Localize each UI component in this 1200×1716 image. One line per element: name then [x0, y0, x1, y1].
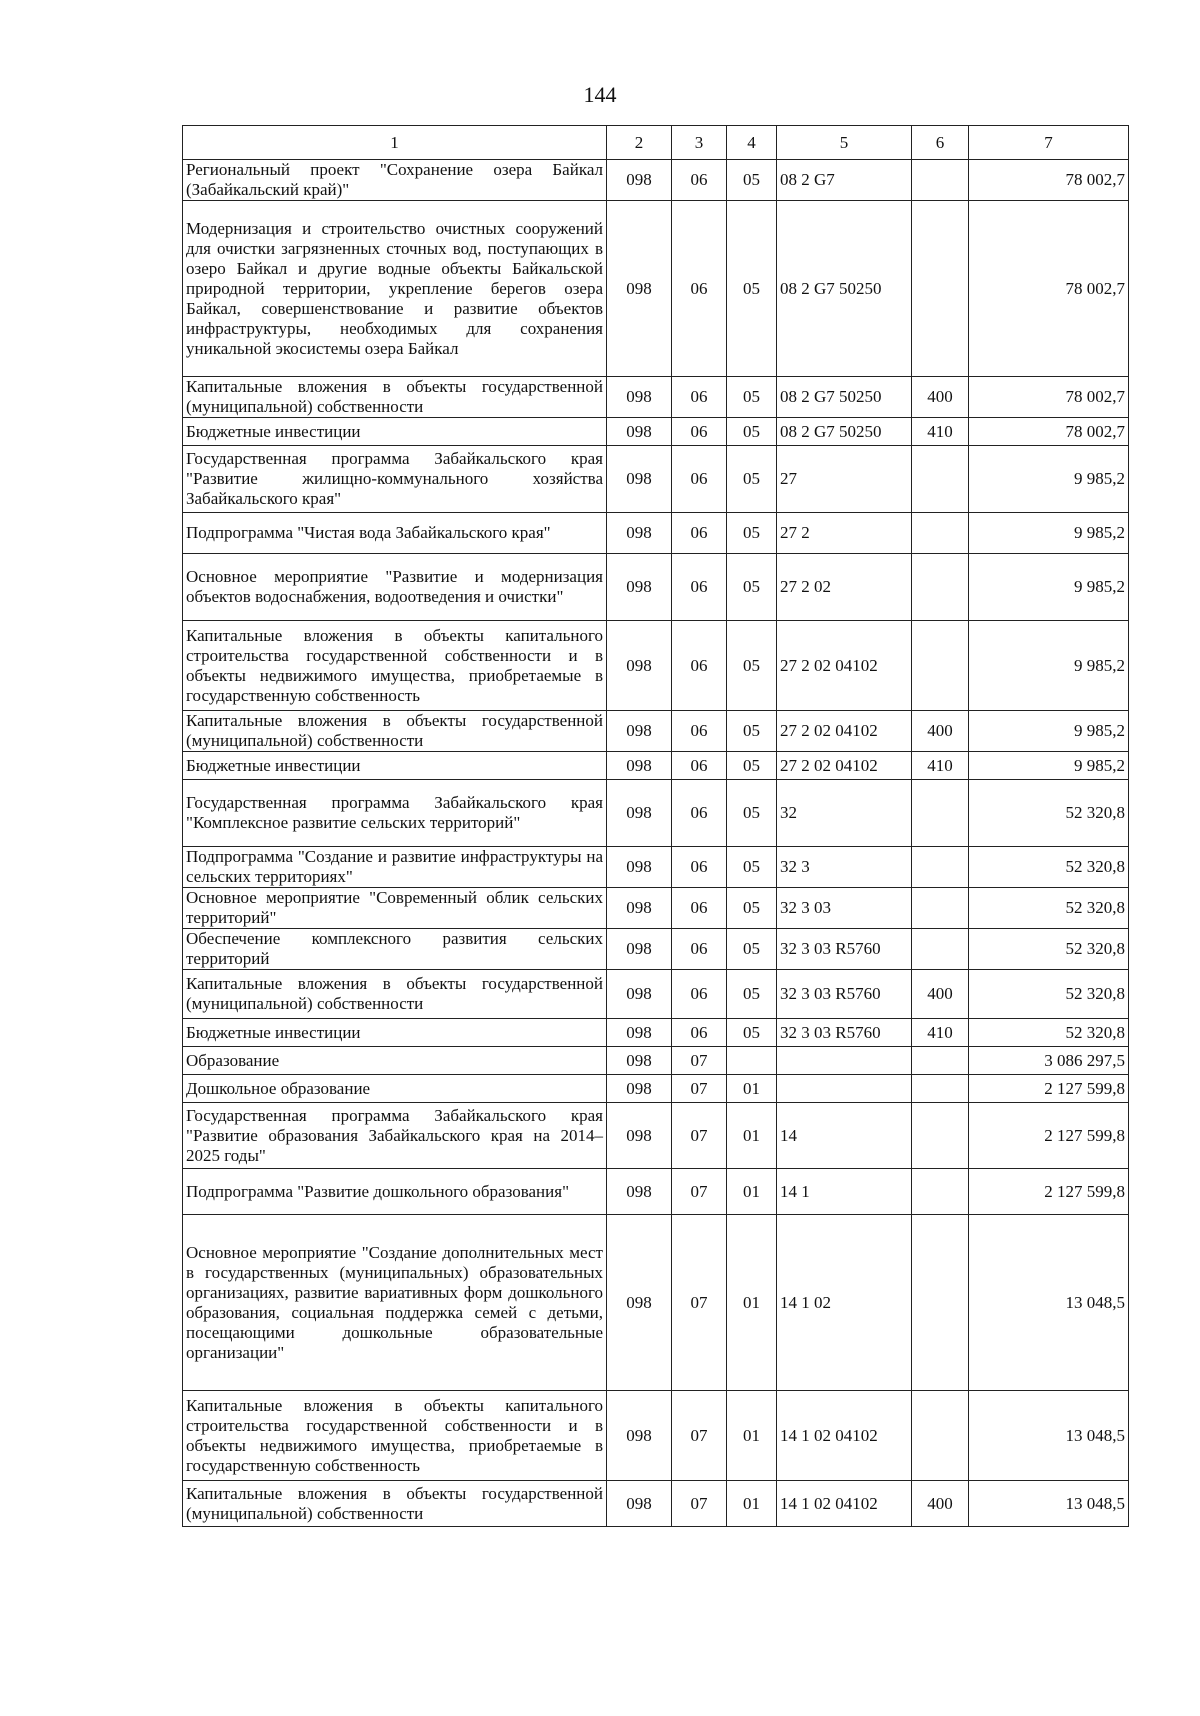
row-target-article: 14 1 02	[777, 1215, 912, 1391]
row-section-code: 06	[672, 970, 727, 1019]
table-row	[183, 446, 1129, 513]
row-subsection-code: 05	[727, 201, 777, 377]
row-name: Дошкольное образование	[183, 1075, 607, 1103]
row-amount: 78 002,7	[969, 201, 1129, 377]
row-expense-type: 410	[912, 752, 969, 780]
row-amount: 9 985,2	[969, 446, 1129, 513]
table-body	[183, 160, 1129, 1527]
row-subsection-code: 05	[727, 554, 777, 621]
row-name: Бюджетные инвестиции	[183, 418, 607, 446]
header-row	[183, 126, 1129, 160]
row-section-code: 06	[672, 780, 727, 847]
row-grbs-code: 098	[607, 780, 672, 847]
row-expense-type	[912, 780, 969, 847]
row-expense-type: 400	[912, 377, 969, 418]
table-row	[183, 847, 1129, 888]
table-row	[183, 970, 1129, 1019]
row-expense-type: 410	[912, 418, 969, 446]
row-expense-type: 400	[912, 1481, 969, 1527]
row-name: Образование	[183, 1047, 607, 1075]
table-row	[183, 752, 1129, 780]
table-row	[183, 780, 1129, 847]
table-row	[183, 929, 1129, 970]
row-amount: 52 320,8	[969, 847, 1129, 888]
row-grbs-code: 098	[607, 1075, 672, 1103]
row-subsection-code: 01	[727, 1103, 777, 1169]
row-subsection-code: 05	[727, 929, 777, 970]
row-subsection-code: 05	[727, 513, 777, 554]
row-section-code: 07	[672, 1391, 727, 1481]
row-amount: 9 985,2	[969, 554, 1129, 621]
row-section-code: 06	[672, 418, 727, 446]
row-subsection-code: 05	[727, 780, 777, 847]
table-row	[183, 888, 1129, 929]
row-section-code: 07	[672, 1215, 727, 1391]
row-subsection-code: 01	[727, 1075, 777, 1103]
row-grbs-code: 098	[607, 377, 672, 418]
row-grbs-code: 098	[607, 554, 672, 621]
row-name: Основное мероприятие "Создание дополнительных мест в государственных (муниципальных) образовательных организациях, развитие вариативных форм дошкольного образования, социальная поддержка семей с детьми, посещающими дошкольные образовательные организации"	[183, 1215, 607, 1391]
row-expense-type	[912, 1075, 969, 1103]
row-grbs-code: 098	[607, 1391, 672, 1481]
row-expense-type	[912, 929, 969, 970]
table-row	[183, 418, 1129, 446]
row-expense-type	[912, 621, 969, 711]
row-name: Капитальные вложения в объекты государственной (муниципальной) собственности	[183, 377, 607, 418]
row-subsection-code: 05	[727, 446, 777, 513]
row-section-code: 06	[672, 513, 727, 554]
header-col-5: 5	[777, 126, 912, 160]
row-expense-type	[912, 1047, 969, 1075]
row-expense-type	[912, 888, 969, 929]
budget-table	[182, 125, 1129, 1527]
row-section-code: 06	[672, 201, 727, 377]
row-subsection-code	[727, 1047, 777, 1075]
row-target-article: 27 2 02	[777, 554, 912, 621]
row-amount: 2 127 599,8	[969, 1169, 1129, 1215]
row-grbs-code: 098	[607, 888, 672, 929]
row-amount: 13 048,5	[969, 1391, 1129, 1481]
row-amount: 9 985,2	[969, 513, 1129, 554]
row-grbs-code: 098	[607, 621, 672, 711]
row-name: Модернизация и строительство очистных сооружений для очистки загрязненных сточных вод, поступающих в озеро Байкал и другие водные объекты Байкальской природной территории, укрепление берегов озера Байкал, совершенствование и развитие объектов инфраструктуры, необходимых для сохранения уникальной экосистемы озера Байкал	[183, 201, 607, 377]
row-amount: 9 985,2	[969, 621, 1129, 711]
row-target-article	[777, 1075, 912, 1103]
table-row	[183, 1481, 1129, 1527]
row-expense-type	[912, 446, 969, 513]
row-target-article: 32 3 03 R5760	[777, 1019, 912, 1047]
row-amount: 2 127 599,8	[969, 1103, 1129, 1169]
row-grbs-code: 098	[607, 752, 672, 780]
header-col-7: 7	[969, 126, 1129, 160]
row-section-code: 07	[672, 1481, 727, 1527]
row-amount: 52 320,8	[969, 970, 1129, 1019]
row-section-code: 06	[672, 711, 727, 752]
header-col-2: 2	[607, 126, 672, 160]
row-subsection-code: 05	[727, 752, 777, 780]
row-target-article: 08 2 G7 50250	[777, 418, 912, 446]
row-amount: 9 985,2	[969, 752, 1129, 780]
row-expense-type	[912, 513, 969, 554]
row-expense-type	[912, 847, 969, 888]
row-target-article: 32 3 03 R5760	[777, 970, 912, 1019]
row-subsection-code: 05	[727, 418, 777, 446]
header-col-1: 1	[183, 126, 607, 160]
row-section-code: 06	[672, 446, 727, 513]
row-amount: 9 985,2	[969, 711, 1129, 752]
row-amount: 78 002,7	[969, 160, 1129, 201]
row-target-article: 08 2 G7	[777, 160, 912, 201]
row-target-article: 32 3 03 R5760	[777, 929, 912, 970]
row-expense-type: 400	[912, 711, 969, 752]
row-section-code: 07	[672, 1169, 727, 1215]
row-amount: 13 048,5	[969, 1481, 1129, 1527]
table-row	[183, 1103, 1129, 1169]
row-target-article: 27 2	[777, 513, 912, 554]
row-amount: 52 320,8	[969, 929, 1129, 970]
row-amount: 2 127 599,8	[969, 1075, 1129, 1103]
row-grbs-code: 098	[607, 1215, 672, 1391]
table-row	[183, 711, 1129, 752]
row-expense-type	[912, 1391, 969, 1481]
row-section-code: 06	[672, 752, 727, 780]
row-subsection-code: 05	[727, 160, 777, 201]
row-name: Основное мероприятие "Современный облик сельских территорий"	[183, 888, 607, 929]
table-row	[183, 621, 1129, 711]
header-col-3: 3	[672, 126, 727, 160]
row-section-code: 06	[672, 160, 727, 201]
row-grbs-code: 098	[607, 1481, 672, 1527]
row-target-article: 27 2 02 04102	[777, 752, 912, 780]
row-grbs-code: 098	[607, 513, 672, 554]
row-subsection-code: 01	[727, 1481, 777, 1527]
row-grbs-code: 098	[607, 201, 672, 377]
row-expense-type	[912, 1169, 969, 1215]
table-row	[183, 1047, 1129, 1075]
row-target-article: 08 2 G7 50250	[777, 201, 912, 377]
row-amount: 78 002,7	[969, 377, 1129, 418]
table-row	[183, 554, 1129, 621]
row-subsection-code: 01	[727, 1169, 777, 1215]
row-section-code: 07	[672, 1047, 727, 1075]
row-grbs-code: 098	[607, 160, 672, 201]
row-name: Капитальные вложения в объекты государственной (муниципальной) собственности	[183, 711, 607, 752]
row-name: Государственная программа Забайкальского края "Комплексное развитие сельских территорий"	[183, 780, 607, 847]
row-target-article: 14 1 02 04102	[777, 1391, 912, 1481]
row-section-code: 07	[672, 1103, 727, 1169]
row-name: Подпрограмма "Чистая вода Забайкальского края"	[183, 513, 607, 554]
row-name: Подпрограмма "Развитие дошкольного образования"	[183, 1169, 607, 1215]
row-expense-type	[912, 1103, 969, 1169]
row-grbs-code: 098	[607, 446, 672, 513]
row-amount: 52 320,8	[969, 888, 1129, 929]
table-row	[183, 1215, 1129, 1391]
row-amount: 3 086 297,5	[969, 1047, 1129, 1075]
row-target-article: 14 1	[777, 1169, 912, 1215]
table-row	[183, 1019, 1129, 1047]
row-target-article: 32	[777, 780, 912, 847]
row-section-code: 06	[672, 554, 727, 621]
table-row	[183, 513, 1129, 554]
row-section-code: 06	[672, 1019, 727, 1047]
row-name: Капитальные вложения в объекты государственной (муниципальной) собственности	[183, 1481, 607, 1527]
row-grbs-code: 098	[607, 970, 672, 1019]
row-target-article: 32 3 03	[777, 888, 912, 929]
row-name: Обеспечение комплексного развития сельских территорий	[183, 929, 607, 970]
table-row	[183, 377, 1129, 418]
row-target-article: 27	[777, 446, 912, 513]
row-subsection-code: 05	[727, 1019, 777, 1047]
row-target-article	[777, 1047, 912, 1075]
row-name: Государственная программа Забайкальского края "Развитие образования Забайкальского края на 2014–2025 годы"	[183, 1103, 607, 1169]
header-col-4: 4	[727, 126, 777, 160]
row-name: Капитальные вложения в объекты капитального строительства государственной собственности и в объекты недвижимого имущества, приобретаемые в государственную собственность	[183, 621, 607, 711]
row-subsection-code: 05	[727, 621, 777, 711]
row-subsection-code: 05	[727, 711, 777, 752]
row-amount: 78 002,7	[969, 418, 1129, 446]
row-section-code: 06	[672, 888, 727, 929]
row-subsection-code: 01	[727, 1215, 777, 1391]
row-grbs-code: 098	[607, 1019, 672, 1047]
row-name: Региональный проект "Сохранение озера Байкал (Забайкальский край)"	[183, 160, 607, 201]
row-amount: 52 320,8	[969, 1019, 1129, 1047]
row-grbs-code: 098	[607, 1103, 672, 1169]
row-name: Капитальные вложения в объекты государственной (муниципальной) собственности	[183, 970, 607, 1019]
row-target-article: 27 2 02 04102	[777, 711, 912, 752]
table-row	[183, 201, 1129, 377]
row-subsection-code: 05	[727, 377, 777, 418]
row-expense-type	[912, 201, 969, 377]
row-section-code: 07	[672, 1075, 727, 1103]
row-grbs-code: 098	[607, 847, 672, 888]
header-col-6: 6	[912, 126, 969, 160]
row-grbs-code: 098	[607, 1047, 672, 1075]
row-name: Подпрограмма "Создание и развитие инфраструктуры на сельских территориях"	[183, 847, 607, 888]
row-amount: 13 048,5	[969, 1215, 1129, 1391]
row-name: Государственная программа Забайкальского края "Развитие жилищно-коммунального хозяйства Забайкальского края"	[183, 446, 607, 513]
row-target-article: 32 3	[777, 847, 912, 888]
row-target-article: 14 1 02 04102	[777, 1481, 912, 1527]
row-grbs-code: 098	[607, 418, 672, 446]
page-number: 144	[583, 82, 617, 107]
row-section-code: 06	[672, 929, 727, 970]
row-expense-type: 400	[912, 970, 969, 1019]
row-subsection-code: 05	[727, 847, 777, 888]
table-row	[183, 1391, 1129, 1481]
row-section-code: 06	[672, 377, 727, 418]
row-name: Основное мероприятие "Развитие и модернизация объектов водоснабжения, водоотведения и очистки"	[183, 554, 607, 621]
row-name: Капитальные вложения в объекты капитального строительства государственной собственности и в объекты недвижимого имущества, приобретаемые в государственную собственность	[183, 1391, 607, 1481]
row-expense-type	[912, 160, 969, 201]
row-expense-type	[912, 1215, 969, 1391]
row-subsection-code: 05	[727, 970, 777, 1019]
row-amount: 52 320,8	[969, 780, 1129, 847]
row-name: Бюджетные инвестиции	[183, 1019, 607, 1047]
row-expense-type: 410	[912, 1019, 969, 1047]
row-grbs-code: 098	[607, 1169, 672, 1215]
row-name: Бюджетные инвестиции	[183, 752, 607, 780]
row-subsection-code: 01	[727, 1391, 777, 1481]
row-subsection-code: 05	[727, 888, 777, 929]
row-expense-type	[912, 554, 969, 621]
row-grbs-code: 098	[607, 711, 672, 752]
row-section-code: 06	[672, 847, 727, 888]
table-row	[183, 1169, 1129, 1215]
row-target-article: 14	[777, 1103, 912, 1169]
table-row	[183, 1075, 1129, 1103]
row-grbs-code: 098	[607, 929, 672, 970]
row-target-article: 08 2 G7 50250	[777, 377, 912, 418]
table-row	[183, 160, 1129, 201]
row-target-article: 27 2 02 04102	[777, 621, 912, 711]
row-section-code: 06	[672, 621, 727, 711]
